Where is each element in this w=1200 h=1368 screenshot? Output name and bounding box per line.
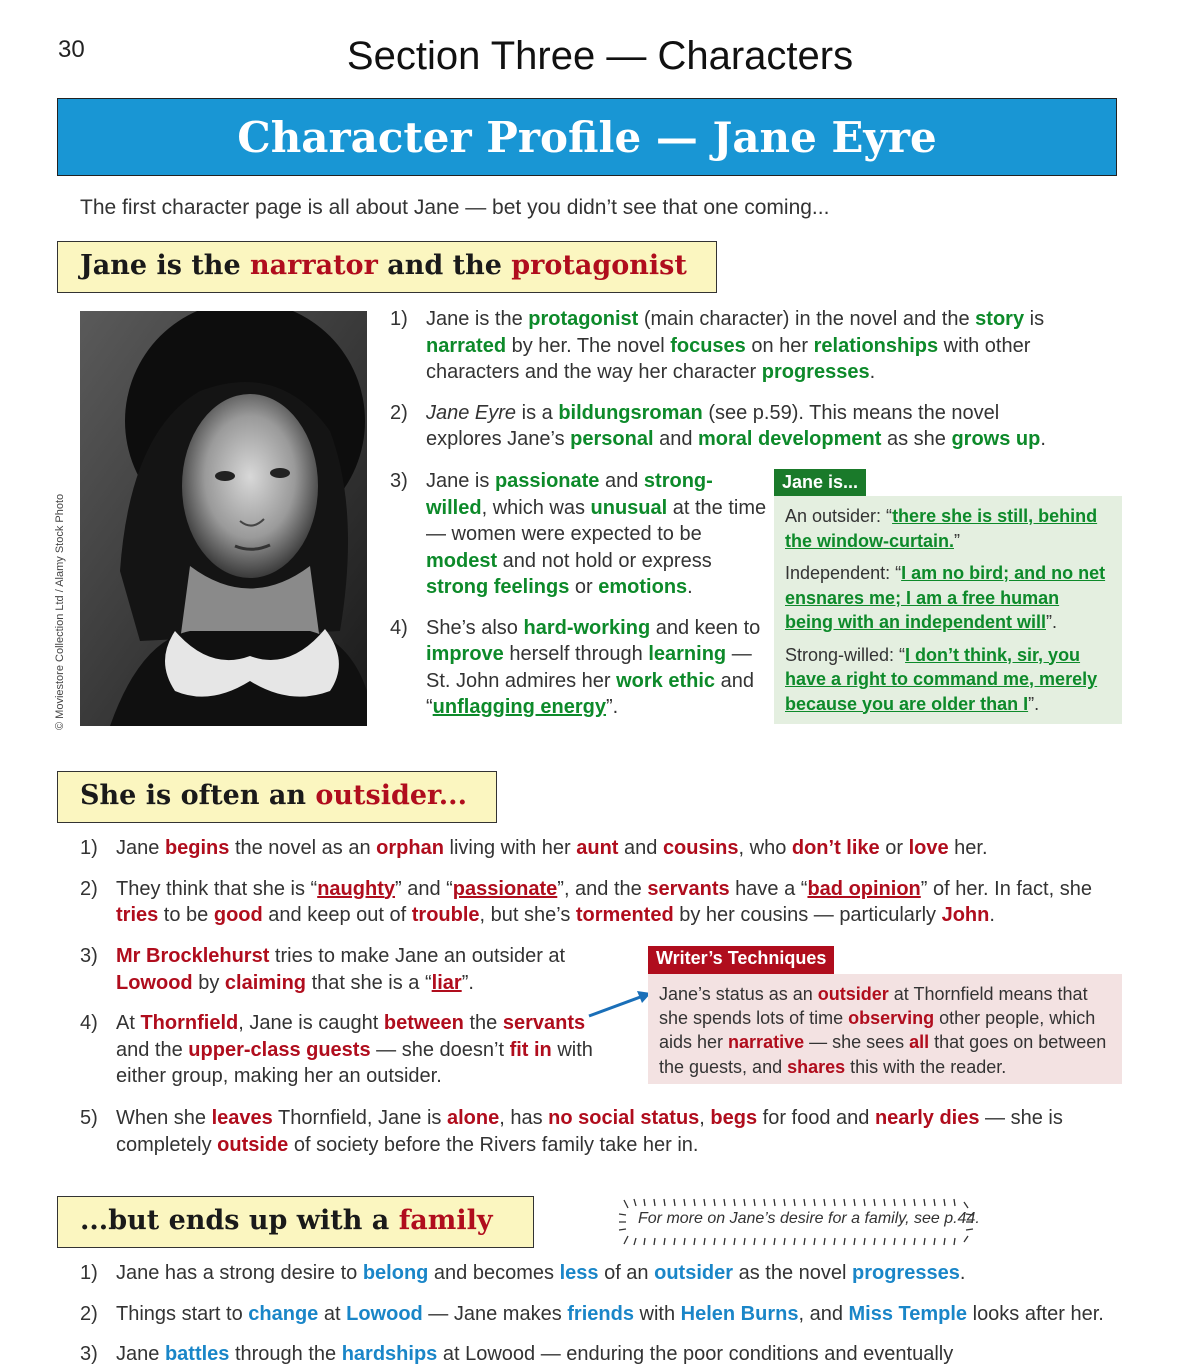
list-item: 1) Jane has a strong desire to belong and becomes less of an outsider as the novel progresses. (80, 1262, 966, 1284)
writers-techniques-tab: Writer’s Techniques (648, 946, 834, 974)
list-narrator (390, 306, 1080, 453)
page-title: Character Profile — Jane Eyre (237, 112, 937, 162)
list-item: 1) Jane begins the novel as an orphan living with her aunt and cousins, who don’t like or love her. (80, 837, 988, 859)
list-outsider (80, 835, 1130, 929)
list-item: 4) She’s also hard-working and keen to improve herself through learning — St. John admires her work ethic and “unflagging energy”. (390, 616, 761, 718)
jane-eyre-photo (80, 311, 367, 726)
list-item: 3) Jane is passionate and strong-willed, which was unusual at the time — women were expected to be modest and not hold or express strong feelings or emotions. (390, 470, 767, 598)
heading-family: ...but ends up with a family (57, 1196, 534, 1248)
list-family (80, 1260, 1150, 1368)
list-item: 1) Jane is the protagonist (main character) in the novel and the story is narrated by her. The novel focuses on her relationships with other characters and the way her character progresses. (390, 308, 1045, 383)
intro-text: The first character page is all about Jane — bet you didn’t see that one coming... (80, 196, 830, 219)
list-item: 4) At Thornfield, Jane is caught between the servants and the upper-class guests — she doesn’t fit in with either group, making her an outsider. (80, 1012, 593, 1087)
page-number: 30 (58, 36, 85, 63)
quote-independent: Independent: “I am no bird; and no net ensnares me; I am a free human being with an independent will”. (785, 563, 1106, 632)
portrait-image (80, 311, 367, 726)
quote-outsider: An outsider: “there she is still, behind the window-curtain.” (785, 506, 1098, 551)
list-item: 3) Jane battles through the hardships at Lowood — enduring the poor conditions and eventually (80, 1343, 954, 1365)
photo-credit: © Moviestore Collection Ltd / Alamy Stock Photo (54, 493, 66, 730)
list-item: 2) Jane Eyre is a bildungsroman (see p.59). This means the novel explores Jane’s personal and moral development as she grows up. (390, 401, 1046, 450)
heading-narrator-protagonist: Jane is the narrator and the protagonist (57, 241, 717, 293)
list-item: 2) They think that she is “naughty” and “passionate”, and the servants have a “bad opinion” of her. In fact, she tries to be good and keep out of trouble, but she’s tormented by her cousins — particularly John. (80, 877, 1092, 926)
list-item: 2) Things start to change at Lowood — Jane makes friends with Helen Burns, and Miss Temple looks after her. (80, 1302, 1104, 1325)
heading-outsider: She is often an outsider... (57, 771, 497, 823)
list-narrator-cont (390, 468, 770, 721)
arrow-icon (585, 988, 655, 1022)
writers-techniques-box: Jane’s status as an outsider at Thornfield means that she spends lots of time observing other people, which aids her narrative — she sees all that goes on between the guests, and shares this with the reader. (648, 974, 1122, 1084)
list-outsider-mid (80, 943, 620, 1090)
jane-is-box (774, 496, 1122, 724)
quote-strong-willed: Strong-willed: “I don’t think, sir, you have a right to command me, merely because you are older than I”. (785, 644, 1098, 714)
list-item: 3) Mr Brocklehurst tries to make Jane an outsider at Lowood by claiming that she is a “liar”. (80, 945, 566, 994)
section-title: Section Three — Characters (346, 34, 854, 78)
page-title-banner (57, 98, 1117, 176)
list-outsider-end (80, 1105, 1130, 1158)
jane-is-tab: Jane is... (774, 469, 866, 497)
list-item: 5) When she leaves Thornfield, Jane is alone, has no social status, begs for food and nearly dies — she is completely outside of society before the Rivers family take her in. (80, 1107, 1063, 1156)
cross-reference-note: For more on Jane’s desire for a family, see p.44. (618, 1196, 974, 1248)
